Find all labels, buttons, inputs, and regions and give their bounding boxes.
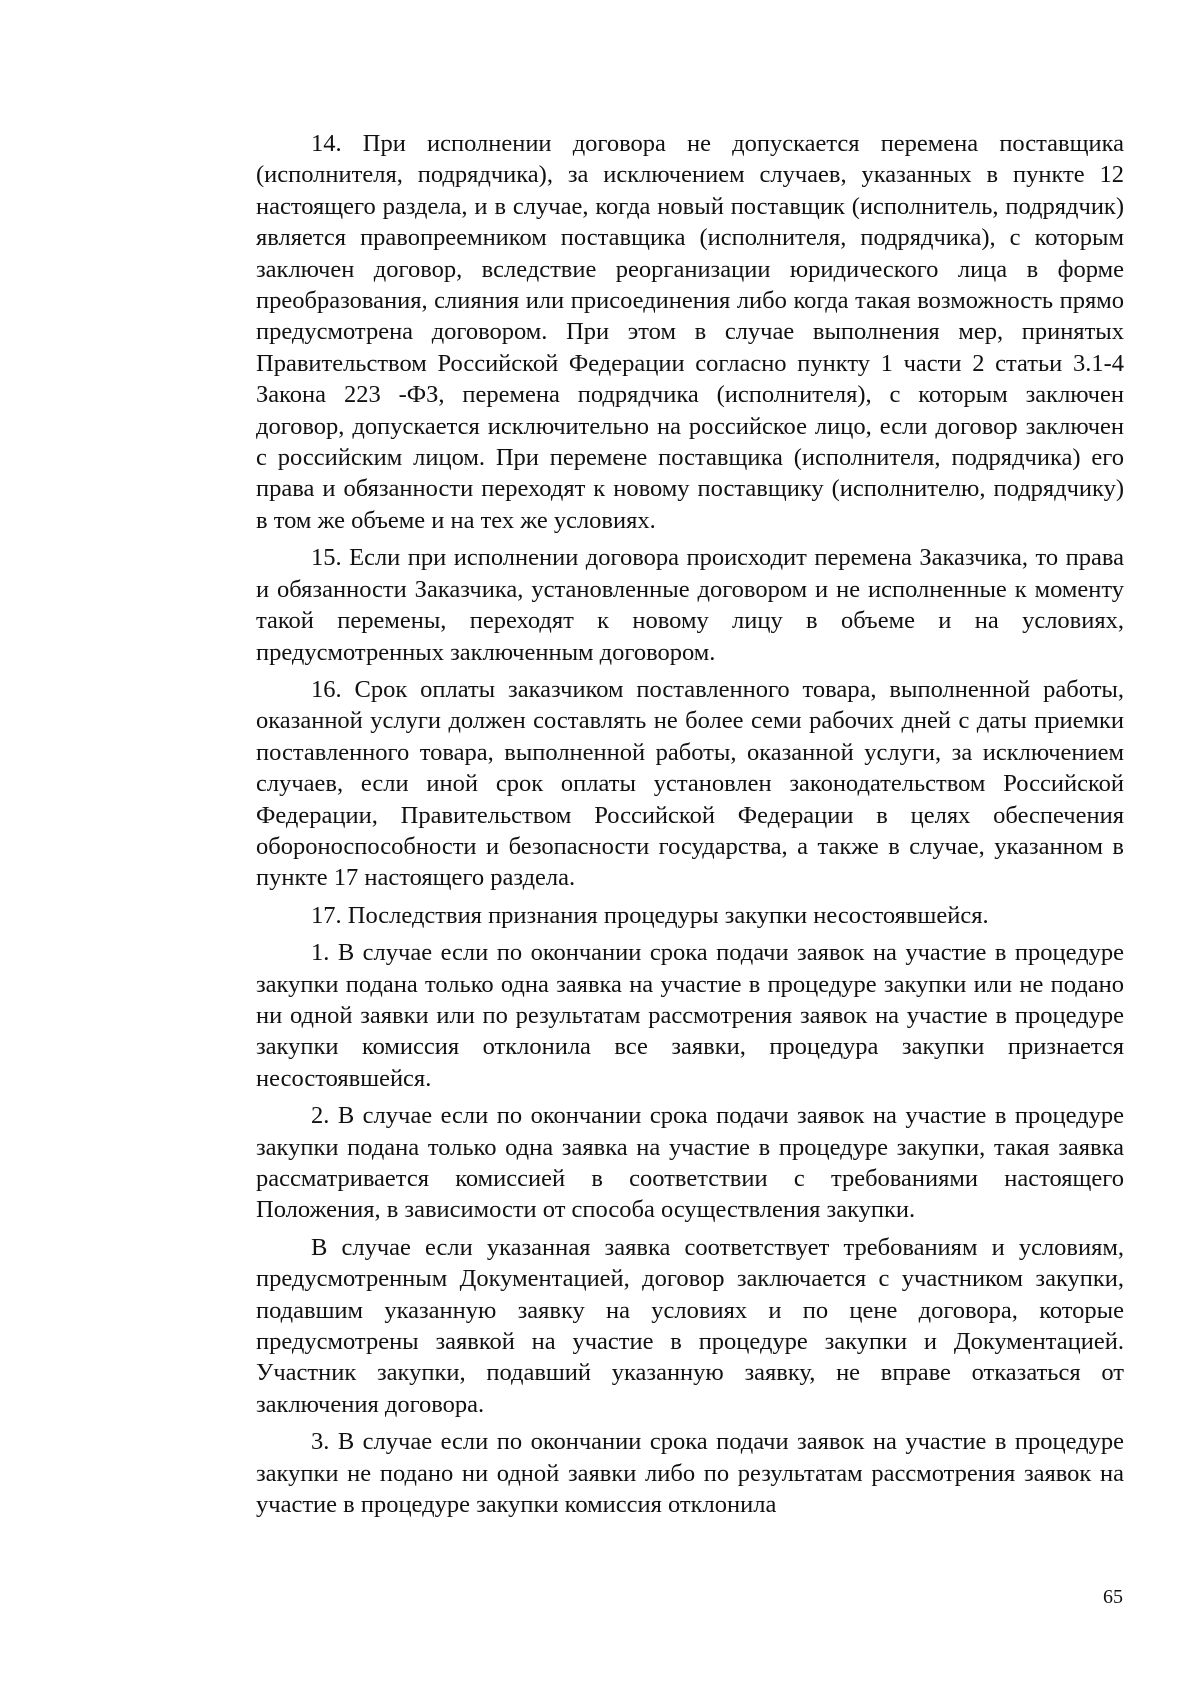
paragraph-17-2: 2. В случае если по окончании срока подачи заявок на участие в процедуре закупки подана только одна заявка на участие в процедуре закупки, такая заявка рассматривается комиссией в соответствии с требованиями настоящего Положения, в зависимости от способа осуществления закупки.: [256, 1102, 1124, 1224]
document-body: [256, 128, 1124, 1526]
paragraph-17-1: 1. В случае если по окончании срока подачи заявок на участие в процедуре закупки подана только одна заявка на участие в процедуре закупки или не подано ни одной заявки или по результатам рассмотрения заявок на участие в процедуре закупки комиссия отклонила все заявки, процедура закупки признается несостоявшейся.: [256, 939, 1124, 1092]
paragraph-15: 15. Если при исполнении договора происходит перемена Заказчика, то права и обязанности Заказчика, установленные договором и не исполненные к моменту такой перемены, переходят к новому лицу в объеме и на условиях, предусмотренных заключенным договором.: [256, 544, 1124, 666]
paragraph-17-2-continuation: В случае если указанная заявка соответствует требованиям и условиям, предусмотренным Документацией, договор заключается с участником закупки, подавшим указанную заявку на условиях и по цене договора, которые предусмотрены заявкой на участие в процедуре закупки и Документацией. Участник закупки, подавший указанную заявку, не вправе отказаться от заключения договора.: [256, 1233, 1124, 1418]
paragraph-14: 14. При исполнении договора не допускается перемена поставщика (исполнителя, подрядчика), за исключением случаев, указанных в пункте 12 настоящего раздела, и в случае, когда новый поставщик (исполнитель, подрядчик) является правопреемником поставщика (исполнителя, подрядчика), с которым заключен договор, вследствие реорганизации юридического лица в форме преобразования, слияния или присоединения либо когда такая возможность прямо предусмотрена договором. При этом в случае выполнения мер, принятых Правительством Российской Федерации согласно пункту 1 части 2 статьи 3.1-4 Закона 223 -ФЗ, перемена подрядчика (исполнителя), с которым заключен договор, допускается исключительно на российское лицо, если договор заключен с российским лицом. При перемене поставщика (исполнителя, подрядчика) его права и обязанности переходят к новому поставщику (исполнителю, подрядчику) в том же объеме и на тех же условиях.: [256, 130, 1124, 534]
paragraph-17-3: 3. В случае если по окончании срока подачи заявок на участие в процедуре закупки не подано ни одной заявки либо по результатам рассмотрения заявок на участие в процедуре закупки комиссия отклонила: [256, 1428, 1124, 1519]
page-number: 65: [1103, 1586, 1123, 1608]
paragraph-16: 16. Срок оплаты заказчиком поставленного товара, выполненной работы, оказанной услуги должен составлять не более семи рабочих дней с даты приемки поставленного товара, выполненной работы, оказанной услуги, за исключением случаев, если иной срок оплаты установлен законодательством Российской Федерации, Правительством Российской Федерации в целях обеспечения обороноспособности и безопасности государства, а также в случае, указанном в пункте 17 настоящего раздела.: [256, 675, 1124, 892]
paragraph-17-heading: 17. Последствия признания процедуры закупки несостоявшейся.: [311, 901, 989, 929]
